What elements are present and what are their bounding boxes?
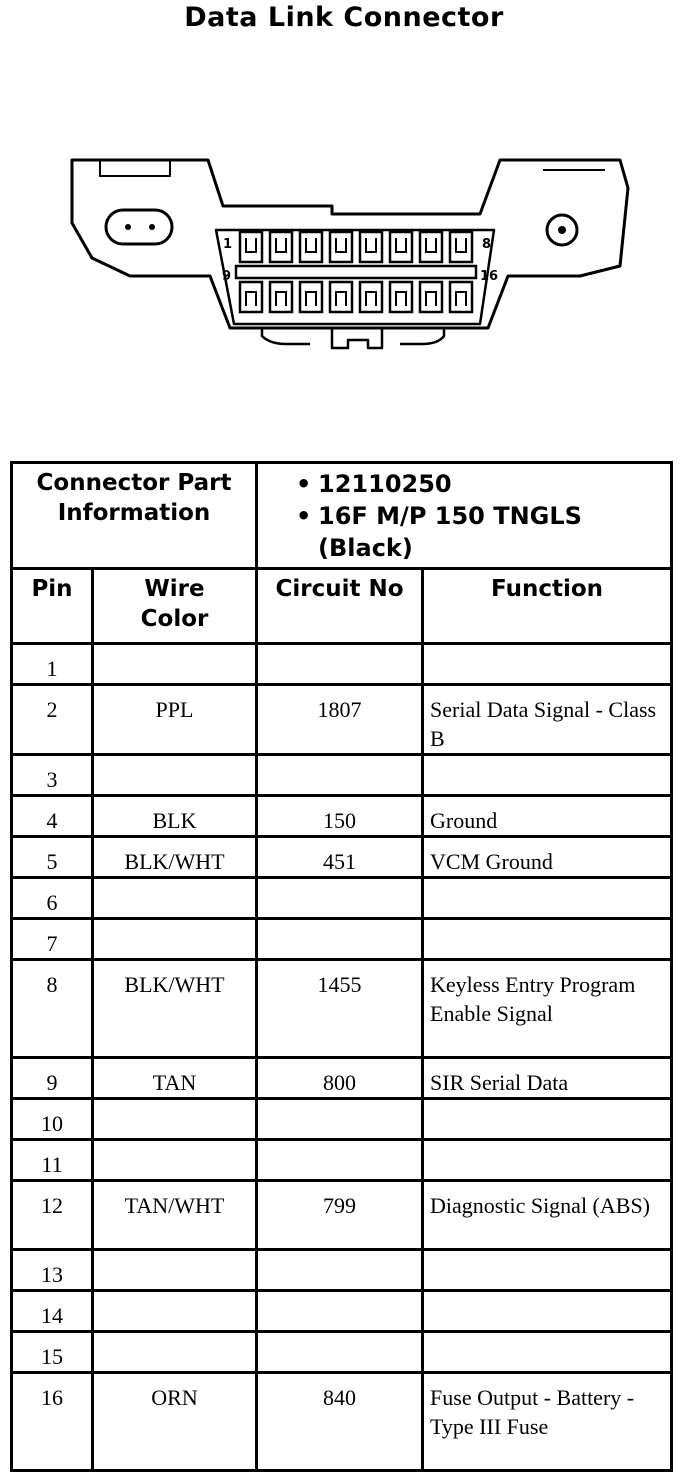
table-row: 2 PPL 1807 Serial Data Signal - Class B xyxy=(12,685,672,755)
pin-label-8: 8 xyxy=(482,237,492,252)
part-info-label: Connector Part Information xyxy=(12,463,257,569)
table-row: 4 BLK 150 Ground xyxy=(12,796,672,837)
page-title: Data Link Connector xyxy=(184,2,504,33)
header-wire-color: Wire Color xyxy=(93,569,257,644)
table-row: 13 xyxy=(12,1250,672,1291)
pin-table xyxy=(10,461,673,1472)
connector-diagram xyxy=(60,148,640,363)
bottom-pin-row xyxy=(240,282,472,312)
pin-label-16: 16 xyxy=(480,269,499,284)
table-row: 3 xyxy=(12,755,672,796)
table-row: 9 TAN 800 SIR Serial Data xyxy=(12,1058,672,1099)
top-pin-row xyxy=(240,232,472,262)
part-info-item: • 16F M/P 150 TNGLS (Black) xyxy=(296,502,582,562)
part-info-item: • 12110250 xyxy=(296,470,452,498)
table-row: 16 ORN 840 Fuse Output - Battery - Type III Fuse xyxy=(12,1373,672,1471)
connector-center-bar xyxy=(236,266,476,278)
part-info-row xyxy=(12,463,672,569)
table-row: 14 xyxy=(12,1291,672,1332)
table-row: 11 xyxy=(12,1140,672,1181)
table-row: 15 xyxy=(12,1332,672,1373)
header-circuit: Circuit No xyxy=(257,569,423,644)
table-row: 6 xyxy=(12,878,672,919)
header-row xyxy=(12,569,672,644)
pin-label-9: 9 xyxy=(222,269,232,284)
table-row: 7 xyxy=(12,919,672,960)
table-row: 10 xyxy=(12,1099,672,1140)
table-row: 1 xyxy=(12,644,672,685)
part-info-list xyxy=(257,463,672,569)
left-mount-slot xyxy=(106,210,172,244)
pin-label-1: 1 xyxy=(223,237,233,252)
header-function: Function xyxy=(423,569,672,644)
table-row: 5 BLK/WHT 451 VCM Ground xyxy=(12,837,672,878)
table-row: 12 TAN/WHT 799 Diagnostic Signal (ABS) xyxy=(12,1181,672,1250)
header-pin: Pin xyxy=(12,569,93,644)
table-row: 8 BLK/WHT 1455 Keyless Entry Program Enable Signal xyxy=(12,960,672,1058)
